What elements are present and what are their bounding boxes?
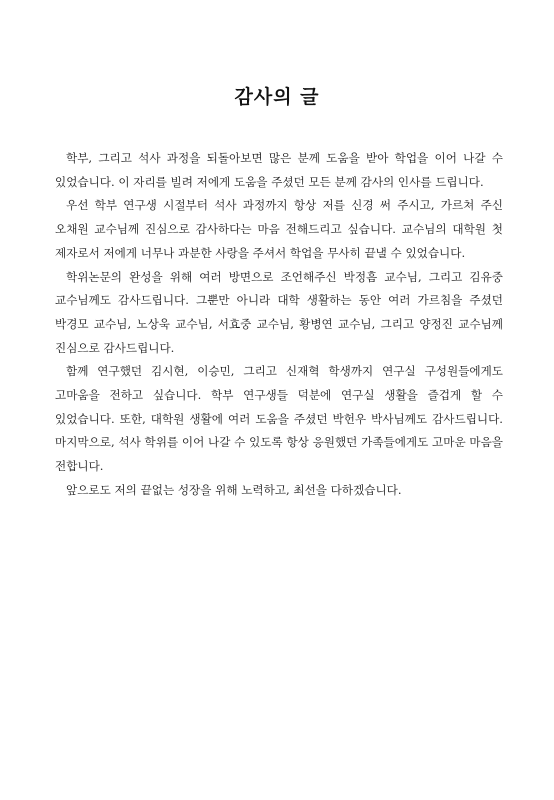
page-title: 감사의 글 [234,86,320,108]
paragraph: 학부, 그리고 석사 과정을 되돌아보면 많은 분께 도움을 받아 학업을 이어 나갈 수 있었습니다. 이 자리를 빌려 저에게 도움을 주셨던 모든 분께 감사의 인사를 드립니다. [55,151,503,189]
paragraph: 함께 연구했던 김시현, 이승민, 그리고 신재혁 학생까지 연구실 구성원들에게도 고마움을 전하고 싶습니다. 학부 연구생들 덕분에 연구실 생활을 즐겁게 할 수 있었습니다. 또한, 대학원 생활에 여러 도움을 주셨던 박헌우 박사님께도 감사드립니다. 마지막으로, 석사 학위를 이어 나갈 수 있도록 항상 응원했던 가족들에게도 고마운 마음을 전합니다. [55,364,503,474]
acknowledgement-body [55,147,503,503]
paragraph: 우선 학부 연구생 시절부터 석사 과정까지 항상 저를 신경 써 주시고, 가르쳐 주신 오채원 교수님께 진심으로 감사하다는 마음 전해드리고 싶습니다. 교수님의 대학원 첫 제자로서 저에게 너무나 과분한 사랑을 주셔서 학업을 무사히 끝낼 수 있었습니다. [55,198,503,260]
paragraph: 앞으로도 저의 끝없는 성장을 위해 노력하고, 최선을 다하겠습니다. [66,482,402,497]
paragraph: 학위논문의 완성을 위해 여러 방면으로 조언해주신 박정흠 교수님, 그리고 김유중 교수님께도 감사드립니다. 그뿐만 아니라 대학 생활하는 동안 여러 가르침을 주셨던 박경모 교수님, 노상욱 교수님, 서효중 교수님, 황병연 교수님, 그리고 양정진 교수님께 진심으로 감사드립니다. [55,269,503,355]
